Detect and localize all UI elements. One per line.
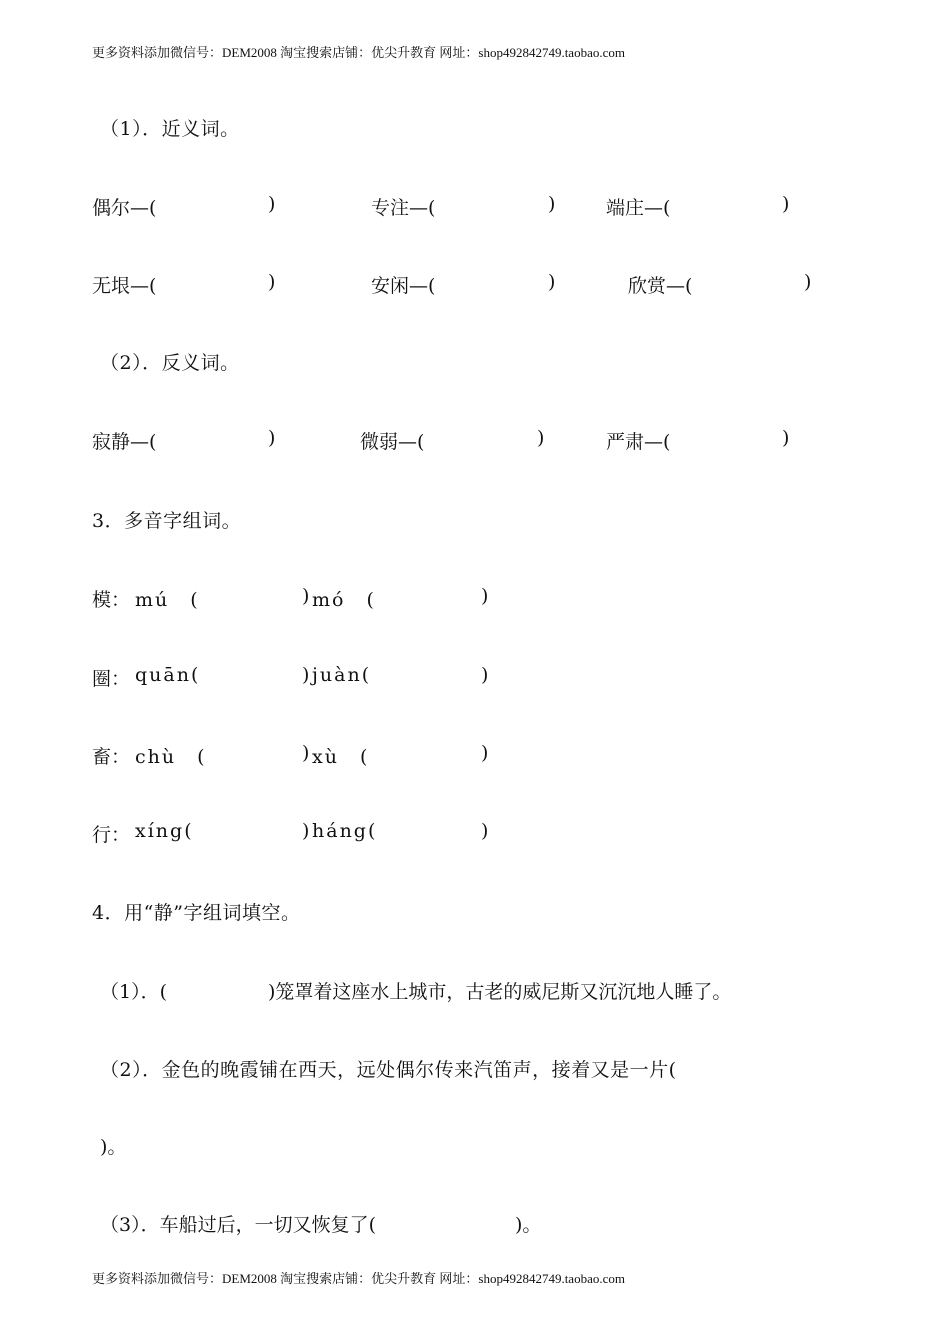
answer-paren-close: ) — [302, 585, 310, 607]
question-text: （3）．车船过后，一切又恢复了( — [100, 1214, 377, 1236]
answer-paren-close: ) — [268, 427, 276, 449]
pinyin-reading: háng( — [312, 820, 378, 842]
answer-paren-close: ) — [548, 193, 556, 215]
fill-sentence-2-end: )。 — [100, 1136, 127, 1158]
synonym-word: 安闲—( — [371, 275, 436, 297]
antonym-word: 微弱—( — [360, 431, 425, 453]
polyphone-char: 行： — [92, 824, 131, 846]
synonym-word: 端庄—( — [606, 197, 671, 219]
answer-paren-close: )。 — [515, 1214, 542, 1236]
section-fill-title: 4．用“静”字组词填空。 — [92, 902, 301, 924]
pinyin-reading: quān( — [135, 664, 201, 686]
synonym-word: 专注—( — [371, 197, 436, 219]
pinyin-reading: xíng( — [135, 820, 194, 842]
polyphone-char: 圈： — [92, 668, 131, 690]
answer-paren-close: ) — [268, 271, 276, 293]
pinyin-reading: juàn( — [312, 664, 372, 686]
synonym-word: 无垠—( — [92, 275, 157, 297]
antonym-word: 寂静—( — [92, 431, 157, 453]
fill-sentence-2: （2）．金色的晚霞铺在西天，远处偶尔传来汽笛声，接着又是一片( — [100, 1059, 677, 1081]
answer-paren-close: ) — [481, 664, 489, 686]
pinyin-reading: xù ( — [312, 746, 370, 768]
answer-paren-close: ) — [481, 820, 489, 842]
page-header: 更多资料添加微信号：DEM2008 淘宝搜索店铺：优尖升教育 网址：shop492842749.taobao.com — [92, 45, 625, 60]
synonym-word: 欣赏—( — [628, 275, 693, 297]
page-footer: 更多资料添加微信号：DEM2008 淘宝搜索店铺：优尖升教育 网址：shop492842749.taobao.com — [92, 1271, 625, 1286]
answer-paren-close: ) — [268, 193, 276, 215]
section-antonyms-title: （2）．反义词。 — [100, 352, 240, 374]
answer-paren-close: ) — [537, 427, 545, 449]
polyphone-char: 畜： — [92, 746, 131, 768]
question-number: （1）．( — [100, 981, 168, 1003]
synonym-word: 偶尔—( — [92, 197, 157, 219]
answer-paren-close: ) — [548, 271, 556, 293]
pinyin-reading: mó ( — [312, 589, 376, 611]
pinyin-reading: chù ( — [135, 746, 207, 768]
section-polyphone-title: 3．多音字组词。 — [92, 510, 242, 532]
polyphone-char: 模： — [92, 589, 131, 611]
answer-paren-close: ) — [302, 820, 310, 842]
answer-paren-close: ) — [782, 427, 790, 449]
answer-paren-close: ) — [782, 193, 790, 215]
pinyin-reading: mú ( — [135, 589, 200, 611]
antonym-word: 严肃—( — [606, 431, 671, 453]
section-synonyms-title: （1）．近义词。 — [100, 118, 240, 140]
answer-paren-close: ) — [804, 271, 812, 293]
answer-paren-close: ) — [481, 742, 489, 764]
answer-paren-close: ) — [302, 742, 310, 764]
answer-paren-close: ) — [481, 585, 489, 607]
answer-paren-close: ) — [302, 664, 310, 686]
sentence-text: )笼罩着这座水上城市，古老的威尼斯又沉沉地人睡了。 — [268, 981, 732, 1003]
